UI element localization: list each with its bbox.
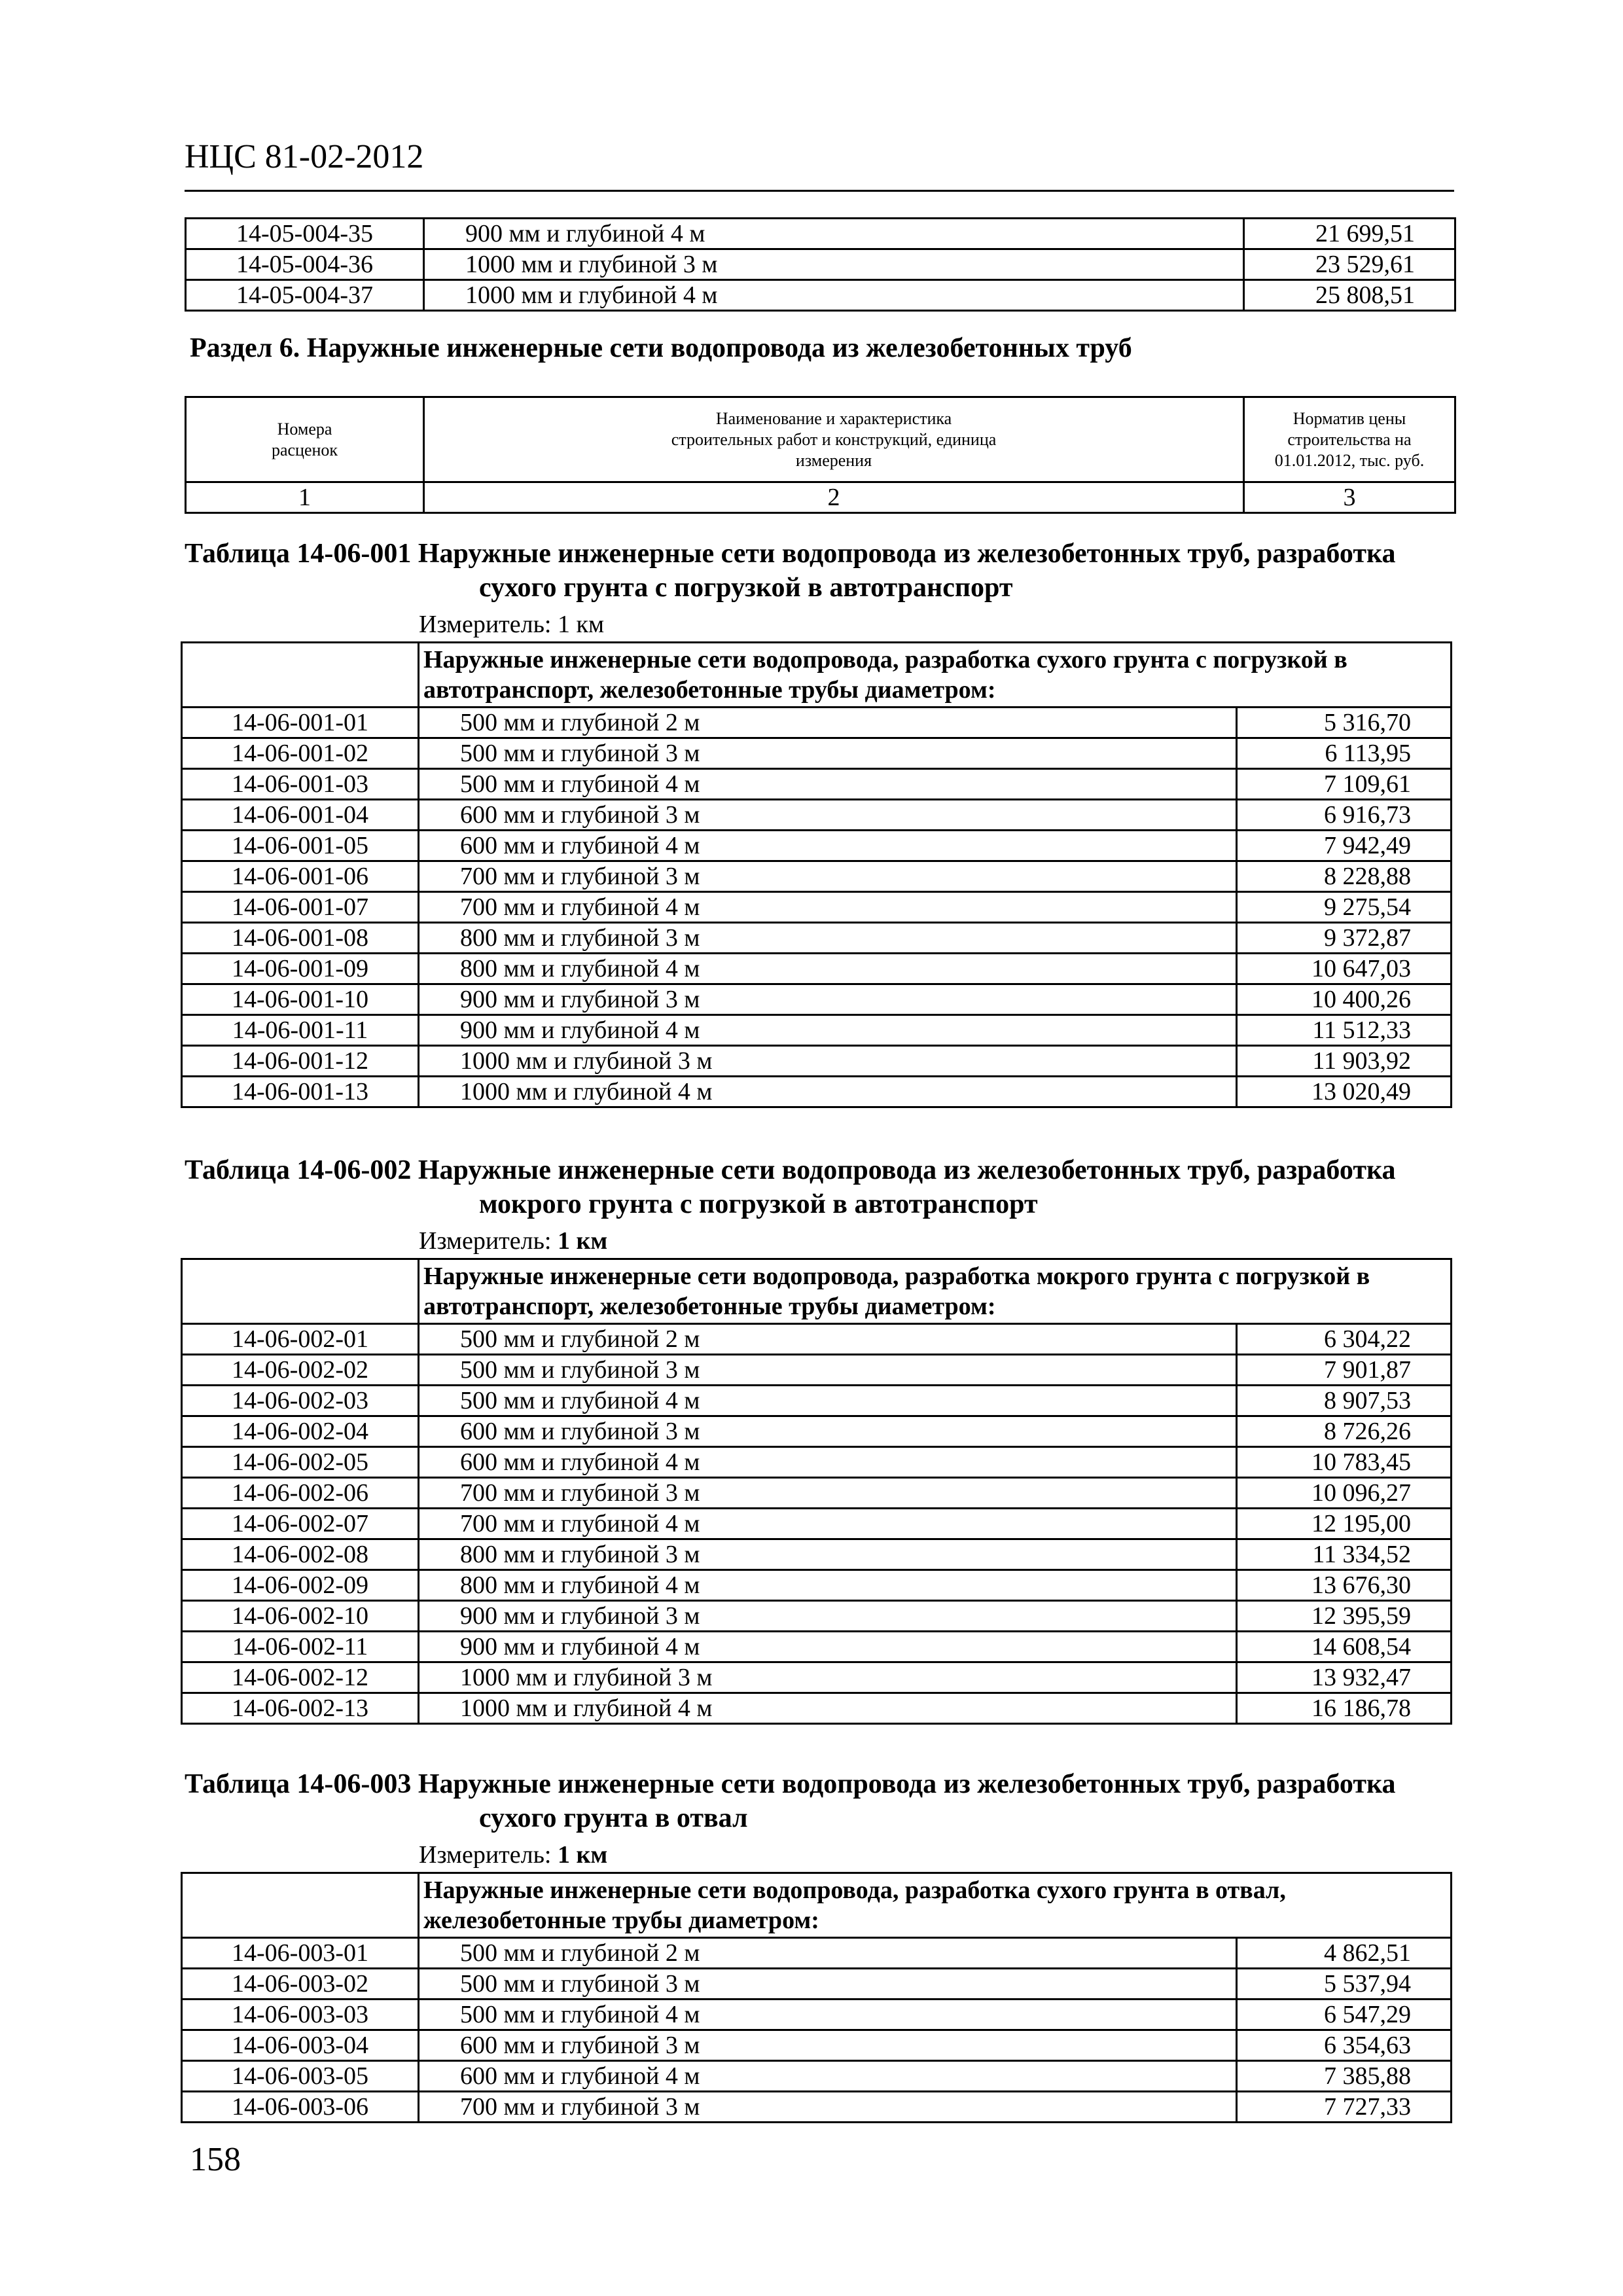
table-row bbox=[182, 1570, 1452, 1601]
price-value: 12 195,00 bbox=[1237, 1509, 1452, 1539]
rate-code: 14-06-001-02 bbox=[182, 738, 419, 769]
work-description: 800 мм и глубиной 4 м bbox=[419, 1570, 1237, 1601]
work-description: 600 мм и глубиной 3 м bbox=[419, 800, 1237, 831]
group-description: Наружные инженерные сети водопровода, разработка сухого грунта с погрузкой в автотранспорт, железобетонные трубы диаметром: bbox=[419, 643, 1452, 708]
table-row bbox=[182, 1693, 1452, 1724]
col-header-codes: Номера расценок bbox=[186, 397, 424, 482]
table-row bbox=[182, 1386, 1452, 1416]
price-value: 9 372,87 bbox=[1237, 923, 1452, 954]
rate-code: 14-06-001-04 bbox=[182, 800, 419, 831]
rate-code: 14-06-001-08 bbox=[182, 923, 419, 954]
column-header-table bbox=[185, 396, 1456, 514]
header-divider bbox=[185, 190, 1454, 192]
price-value: 11 512,33 bbox=[1237, 1015, 1452, 1046]
col-number-2: 2 bbox=[424, 482, 1244, 513]
table-row bbox=[182, 1324, 1452, 1355]
table-row bbox=[182, 2000, 1452, 2030]
work-description: 1000 мм и глубиной 3 м bbox=[419, 1046, 1237, 1077]
price-value: 7 727,33 bbox=[1237, 2092, 1452, 2123]
work-description: 500 мм и глубиной 2 м bbox=[419, 1938, 1237, 1969]
price-value: 5 537,94 bbox=[1237, 1969, 1452, 2000]
price-value: 4 862,51 bbox=[1237, 1938, 1452, 1969]
price-value: 23 529,61 bbox=[1244, 249, 1455, 280]
price-value: 5 316,70 bbox=[1237, 708, 1452, 738]
table-row bbox=[182, 923, 1452, 954]
rate-code: 14-06-003-02 bbox=[182, 1969, 419, 2000]
price-value: 16 186,78 bbox=[1237, 1693, 1452, 1724]
table-rows bbox=[182, 1259, 1452, 1724]
price-value: 13 020,49 bbox=[1237, 1077, 1452, 1107]
continuation-table bbox=[185, 217, 1456, 312]
table-row bbox=[182, 1077, 1452, 1107]
work-description: 900 мм и глубиной 4 м bbox=[419, 1015, 1237, 1046]
table-row bbox=[182, 1632, 1452, 1662]
rate-code: 14-06-001-05 bbox=[182, 831, 419, 861]
rate-code: 14-06-002-08 bbox=[182, 1539, 419, 1570]
rate-code: 14-06-001-03 bbox=[182, 769, 419, 800]
price-value: 7 942,49 bbox=[1237, 831, 1452, 861]
work-description: 1000 мм и глубиной 3 м bbox=[424, 249, 1244, 280]
rate-code: 14-06-002-03 bbox=[182, 1386, 419, 1416]
rate-code: 14-06-001-11 bbox=[182, 1015, 419, 1046]
work-description: 900 мм и глубиной 4 м bbox=[424, 219, 1244, 249]
rate-code: 14-06-002-10 bbox=[182, 1601, 419, 1632]
rate-code: 14-06-002-12 bbox=[182, 1662, 419, 1693]
table-row bbox=[182, 769, 1452, 800]
table-row bbox=[182, 1447, 1452, 1478]
work-description: 500 мм и глубиной 4 м bbox=[419, 1386, 1237, 1416]
rate-code: 14-06-002-07 bbox=[182, 1509, 419, 1539]
price-table-14-06-002 bbox=[181, 1258, 1452, 1725]
rate-code: 14-06-002-09 bbox=[182, 1570, 419, 1601]
work-description: 1000 мм и глубиной 4 м bbox=[424, 280, 1244, 311]
group-empty-cell bbox=[182, 1259, 419, 1324]
table-row bbox=[182, 2061, 1452, 2092]
unit-line-14-06-003: Измеритель: 1 км bbox=[419, 1841, 608, 1869]
table-row bbox=[186, 219, 1455, 249]
document-code-header: НЦС 81-02-2012 bbox=[185, 138, 424, 175]
table-row bbox=[182, 1355, 1452, 1386]
price-value: 8 726,26 bbox=[1237, 1416, 1452, 1447]
price-value: 7 385,88 bbox=[1237, 2061, 1452, 2092]
price-value: 11 903,92 bbox=[1237, 1046, 1452, 1077]
work-description: 500 мм и глубиной 2 м bbox=[419, 1324, 1237, 1355]
rate-code: 14-05-004-36 bbox=[186, 249, 424, 280]
price-value: 6 304,22 bbox=[1237, 1324, 1452, 1355]
price-value: 13 676,30 bbox=[1237, 1570, 1452, 1601]
rate-code: 14-06-002-02 bbox=[182, 1355, 419, 1386]
table-row bbox=[182, 892, 1452, 923]
table-row bbox=[182, 1015, 1452, 1046]
work-description: 700 мм и глубиной 4 м bbox=[419, 1509, 1237, 1539]
work-description: 900 мм и глубиной 3 м bbox=[419, 1601, 1237, 1632]
table-row bbox=[182, 1478, 1452, 1509]
section-title: Раздел 6. Наружные инженерные сети водопровода из железобетонных труб bbox=[190, 333, 1132, 363]
work-description: 800 мм и глубиной 3 м bbox=[419, 1539, 1237, 1570]
rate-code: 14-06-002-06 bbox=[182, 1478, 419, 1509]
rate-code: 14-06-001-10 bbox=[182, 984, 419, 1015]
group-empty-cell bbox=[182, 643, 419, 708]
price-value: 6 547,29 bbox=[1237, 2000, 1452, 2030]
price-value: 6 916,73 bbox=[1237, 800, 1452, 831]
rate-code: 14-06-002-13 bbox=[182, 1693, 419, 1724]
price-value: 14 608,54 bbox=[1237, 1632, 1452, 1662]
col-number-1: 1 bbox=[186, 482, 424, 513]
work-description: 700 мм и глубиной 4 м bbox=[419, 892, 1237, 923]
price-value: 13 932,47 bbox=[1237, 1662, 1452, 1693]
price-value: 10 096,27 bbox=[1237, 1478, 1452, 1509]
work-description: 500 мм и глубиной 3 м bbox=[419, 738, 1237, 769]
work-description: 500 мм и глубиной 4 м bbox=[419, 2000, 1237, 2030]
rate-code: 14-06-003-03 bbox=[182, 2000, 419, 2030]
work-description: 600 мм и глубиной 3 м bbox=[419, 1416, 1237, 1447]
rate-code: 14-06-002-01 bbox=[182, 1324, 419, 1355]
work-description: 1000 мм и глубиной 3 м bbox=[419, 1662, 1237, 1693]
table-rows bbox=[182, 643, 1452, 1107]
price-value: 9 275,54 bbox=[1237, 892, 1452, 923]
work-description: 600 мм и глубиной 3 м bbox=[419, 2030, 1237, 2061]
work-description: 600 мм и глубиной 4 м bbox=[419, 1447, 1237, 1478]
price-table-14-06-003 bbox=[181, 1872, 1452, 2123]
col-header-price: Норматив цены строительства на 01.01.2012, тыс. руб. bbox=[1244, 397, 1455, 482]
rate-code: 14-06-001-13 bbox=[182, 1077, 419, 1107]
table-row bbox=[182, 1509, 1452, 1539]
price-value: 11 334,52 bbox=[1237, 1539, 1452, 1570]
table-row bbox=[182, 1938, 1452, 1969]
table-row bbox=[182, 708, 1452, 738]
rate-code: 14-06-001-09 bbox=[182, 954, 419, 984]
table-row bbox=[182, 1539, 1452, 1570]
rate-code: 14-06-001-06 bbox=[182, 861, 419, 892]
group-empty-cell bbox=[182, 1873, 419, 1938]
rate-code: 14-06-003-06 bbox=[182, 2092, 419, 2123]
rate-code: 14-06-002-04 bbox=[182, 1416, 419, 1447]
rate-code: 14-06-002-11 bbox=[182, 1632, 419, 1662]
price-value: 10 783,45 bbox=[1237, 1447, 1452, 1478]
table-row bbox=[182, 1046, 1452, 1077]
group-header-row bbox=[182, 643, 1452, 708]
work-description: 600 мм и глубиной 4 м bbox=[419, 2061, 1237, 2092]
work-description: 500 мм и глубиной 4 м bbox=[419, 769, 1237, 800]
col-number-3: 3 bbox=[1244, 482, 1455, 513]
rate-code: 14-06-003-05 bbox=[182, 2061, 419, 2092]
unit-line-14-06-002: Измеритель: 1 км bbox=[419, 1227, 608, 1255]
table-title-14-06-003: Таблица 14-06-003 Наружные инженерные сети водопровода из железобетонных труб, разработка сухого грунта в отвал bbox=[185, 1769, 1396, 1833]
price-value: 25 808,51 bbox=[1244, 280, 1455, 311]
rate-code: 14-06-003-04 bbox=[182, 2030, 419, 2061]
work-description: 700 мм и глубиной 3 м bbox=[419, 2092, 1237, 2123]
work-description: 800 мм и глубиной 3 м bbox=[419, 923, 1237, 954]
table-rows bbox=[182, 1873, 1452, 2123]
table-row bbox=[182, 1662, 1452, 1693]
price-table-14-06-001 bbox=[181, 641, 1452, 1108]
table-row bbox=[182, 831, 1452, 861]
table-row bbox=[182, 861, 1452, 892]
rate-code: 14-06-001-01 bbox=[182, 708, 419, 738]
work-description: 500 мм и глубиной 3 м bbox=[419, 1355, 1237, 1386]
rate-code: 14-05-004-35 bbox=[186, 219, 424, 249]
group-header-row bbox=[182, 1259, 1452, 1324]
price-value: 7 109,61 bbox=[1237, 769, 1452, 800]
rate-code: 14-06-002-05 bbox=[182, 1447, 419, 1478]
group-description: Наружные инженерные сети водопровода, разработка мокрого грунта с погрузкой в автотранспорт, железобетонные трубы диаметром: bbox=[419, 1259, 1452, 1324]
work-description: 500 мм и глубиной 2 м bbox=[419, 708, 1237, 738]
work-description: 900 мм и глубиной 4 м bbox=[419, 1632, 1237, 1662]
table-row bbox=[182, 2030, 1452, 2061]
page-number: 158 bbox=[190, 2141, 241, 2178]
work-description: 900 мм и глубиной 3 м bbox=[419, 984, 1237, 1015]
table-row bbox=[182, 1969, 1452, 2000]
table-row bbox=[186, 249, 1455, 280]
table-row bbox=[182, 1601, 1452, 1632]
work-description: 1000 мм и глубиной 4 м bbox=[419, 1693, 1237, 1724]
col-header-description: Наименование и характеристика строительных работ и конструкций, единица измерения bbox=[424, 397, 1244, 482]
table-title-14-06-001: Таблица 14-06-001 Наружные инженерные сети водопровода из железобетонных труб, разработка сухого грунта с погрузкой в автотранспорт bbox=[185, 539, 1396, 603]
price-value: 6 113,95 bbox=[1237, 738, 1452, 769]
rate-code: 14-05-004-37 bbox=[186, 280, 424, 311]
price-value: 6 354,63 bbox=[1237, 2030, 1452, 2061]
work-description: 600 мм и глубиной 4 м bbox=[419, 831, 1237, 861]
rate-code: 14-06-001-07 bbox=[182, 892, 419, 923]
unit-line-14-06-001: Измеритель: 1 км bbox=[419, 611, 605, 638]
work-description: 1000 мм и глубиной 4 м bbox=[419, 1077, 1237, 1107]
table-row bbox=[182, 984, 1452, 1015]
group-header-row bbox=[182, 1873, 1452, 1938]
work-description: 700 мм и глубиной 3 м bbox=[419, 861, 1237, 892]
continuation-rows bbox=[186, 219, 1455, 311]
table-row bbox=[182, 800, 1452, 831]
work-description: 800 мм и глубиной 4 м bbox=[419, 954, 1237, 984]
group-description: Наружные инженерные сети водопровода, разработка сухого грунта в отвал, железобетонные трубы диаметром: bbox=[419, 1873, 1452, 1938]
table-row bbox=[182, 738, 1452, 769]
price-value: 21 699,51 bbox=[1244, 219, 1455, 249]
work-description: 700 мм и глубиной 3 м bbox=[419, 1478, 1237, 1509]
price-value: 7 901,87 bbox=[1237, 1355, 1452, 1386]
rate-code: 14-06-001-12 bbox=[182, 1046, 419, 1077]
table-row bbox=[182, 1416, 1452, 1447]
price-value: 8 907,53 bbox=[1237, 1386, 1452, 1416]
work-description: 500 мм и глубиной 3 м bbox=[419, 1969, 1237, 2000]
price-value: 10 400,26 bbox=[1237, 984, 1452, 1015]
table-row bbox=[182, 954, 1452, 984]
price-value: 12 395,59 bbox=[1237, 1601, 1452, 1632]
table-title-14-06-002: Таблица 14-06-002 Наружные инженерные сети водопровода из железобетонных труб, разработка мокрого грунта с погрузкой в автотранспорт bbox=[185, 1155, 1396, 1219]
table-row bbox=[182, 2092, 1452, 2123]
table-row bbox=[186, 280, 1455, 311]
rate-code: 14-06-003-01 bbox=[182, 1938, 419, 1969]
price-value: 10 647,03 bbox=[1237, 954, 1452, 984]
price-value: 8 228,88 bbox=[1237, 861, 1452, 892]
